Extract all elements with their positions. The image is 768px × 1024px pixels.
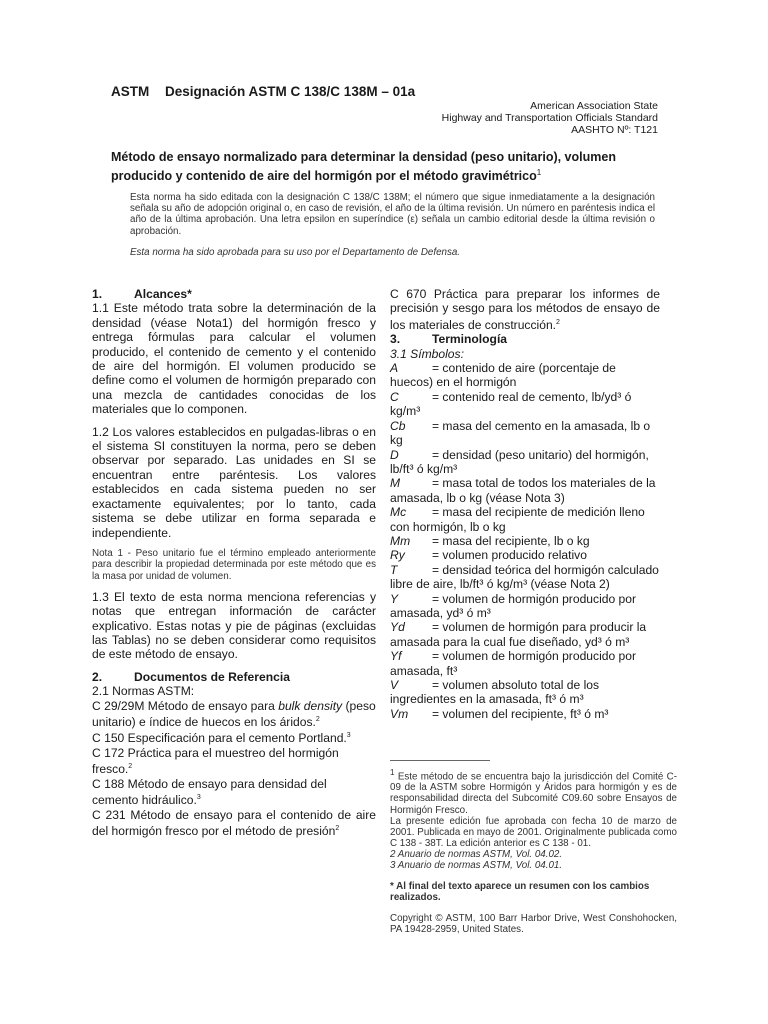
symbol-row	[390, 707, 660, 721]
copyright: Copyright © ASTM, 100 Barr Harbor Drive, West Conshohocken, PA 19428-2959, United States.	[390, 913, 677, 936]
title-text: Método de ensayo normalizado para determinar la densidad (peso unitario), volumen producido y contenido de aire del hormigón por el método gravimétrico	[111, 150, 616, 184]
symbol-key: M	[390, 476, 401, 491]
defense-approval: Esta norma ha sido aprobada para su uso por el Departamento de Defensa.	[130, 247, 461, 258]
symbol-definition: = contenido real de cemento, lb/yd³ ó kg/m³	[390, 389, 632, 419]
footnote-rule	[390, 760, 490, 761]
symbol-row	[390, 419, 660, 448]
symbol-key: Ry	[390, 548, 405, 563]
section-2-heading	[92, 670, 376, 684]
changes-note: * Al final del texto aparece un resumen con los cambios realizados.	[390, 881, 650, 904]
section-number: 2.	[92, 669, 103, 684]
symbol-row	[390, 620, 660, 649]
section-number: 1.	[92, 287, 103, 301]
symbol-row	[390, 678, 660, 707]
symbol-row	[390, 505, 660, 534]
symbol-definition: = volumen del recipiente, ft³ ó m³	[432, 706, 609, 721]
symbol-row	[390, 548, 660, 562]
symbol-key: V	[390, 678, 399, 692]
symbol-definition: = contenido de aire (porcentaje de huecos) en el hormigón	[390, 361, 616, 390]
astm-brand: ASTM	[111, 84, 150, 99]
section-title: Documentos de Referencia	[134, 669, 290, 684]
symbol-key: Y	[390, 591, 399, 606]
symbol-row	[390, 563, 660, 592]
symbol-key: D	[390, 447, 399, 462]
title-footnote-ref: 1	[536, 168, 542, 177]
paragraph-1-3: 1.3 El texto de esta norma menciona referencias y notas que entregan información de carácter explicativo. Estas notas y pie de páginas (excluidas las Tablas) no se deben considerar como requisitos de este método de ensayo.	[92, 589, 376, 662]
designation: Designación ASTM C 138/C 138M – 01a	[165, 84, 416, 99]
symbol-definition: = masa del cemento en la amasada, lb o kg	[390, 418, 651, 448]
section-title: Alcances*	[134, 287, 192, 301]
section-number: 3.	[390, 332, 401, 347]
symbol-key: Yf	[390, 649, 402, 664]
paragraph-1-2: 1.2 Los valores establecidos en pulgadas-libras o en el sistema SI constituyen la norma, pero se deben observar por separado. Las unidades en SI se encuentran entre paréntesis. Los valores establecidos en cada sistema pueden no ser exactamente equivalentes; por lo tanto, cada sistema se debe utilizar en forma separada e independiente.	[92, 424, 376, 540]
reference-c188: C 188 Método de ensayo para densidad del cemento hidráulico.$^3$	[92, 776, 327, 808]
section-3-heading	[390, 332, 660, 346]
paragraph-3-1: 3.1 Símbolos:	[390, 346, 464, 361]
footnotes	[390, 767, 677, 935]
section-1-heading	[92, 287, 376, 301]
symbol-definition: = volumen de hormigón para producir la amasada para la cual fue diseñado, yd³ ó m³	[390, 620, 647, 649]
paragraph-2-1: 2.1 Normas ASTM:	[92, 684, 195, 699]
org-line: American Association State	[530, 100, 658, 112]
footnote-1-edition: La presente edición fue aprobada con fecha 10 de marzo de 2001. Publicada en mayo de 2001. Originalmente publicada como C 138 - 38T. La edición anterior es C 138 - 01.	[390, 815, 677, 849]
symbol-definition: = densidad teórica del hormigón calculado libre de aire, lb/ft³ ó kg/m³ (véase Nota 2)	[390, 562, 659, 592]
symbol-row	[390, 390, 660, 419]
symbol-row	[390, 361, 660, 390]
symbol-definition: = volumen producido relativo	[432, 548, 587, 563]
symbol-key: Mm	[390, 533, 411, 548]
symbol-key: Vm	[390, 706, 409, 721]
symbol-definition: = masa del recipiente, lb o kg	[432, 533, 590, 548]
symbol-list	[390, 361, 660, 721]
symbol-key: T	[390, 562, 398, 577]
reference-c172: C 172 Práctica para el muestreo del hormigón fresco.$^2$	[92, 745, 339, 777]
right-column	[390, 287, 660, 721]
symbol-row	[390, 592, 660, 621]
symbol-key: C	[390, 389, 399, 404]
reference-c670: C 670 Práctica para preparar los informes de precisión y sesgo para los métodos de ensayo de los materiales de construcción.$^2$	[390, 287, 660, 332]
footnote-2: 2 Anuario de normas ASTM, Vol. 04.02.	[390, 848, 563, 860]
symbol-row	[390, 476, 660, 505]
symbol-row	[390, 534, 660, 548]
reference-c29: C 29/29M Método de ensayo para bulk density (peso unitario) e índice de huecos en los áridos.$^2$	[92, 698, 376, 730]
symbol-definition: = volumen de hormigón producido por amasada, ft³	[390, 649, 637, 678]
symbol-key: Mc	[390, 505, 407, 520]
document-header	[111, 84, 427, 99]
section-title: Terminología	[432, 332, 508, 347]
symbol-row	[390, 649, 660, 678]
symbol-key: A	[390, 361, 399, 376]
org-line: AASHTO Nº: T121	[571, 124, 658, 136]
symbol-definition: = volumen de hormigón producido por amasada, yd³ ó m³	[390, 591, 637, 620]
paragraph-1-1: 1.1 Este método trata sobre la determinación de la densidad (véase Nota1) del hormigón fresco y entrega fórmulas para calcular el volumen producido, el contenido de cemento y el contenido de aire del hormigón. El volumen producido se define como el volumen de hormigón preparado con una mezcla de cantidades conocidas de los materiales que lo componen.	[92, 301, 376, 417]
symbol-definition: = densidad (peso unitario) del hormigón, lb/ft³ ó kg/m³	[390, 447, 649, 476]
footnote-3: 3 Anuario de normas ASTM, Vol. 04.01.	[390, 860, 563, 872]
reference-c150: C 150 Especificación para el cemento Portland.$^3$	[92, 731, 351, 746]
symbol-key: Cb	[390, 418, 406, 433]
symbol-row	[390, 448, 660, 477]
note-1: Nota 1 - Peso unitario fue el término empleado anteriormente para describir la propiedad determinada por este método que es la masa por unidad de volumen.	[92, 547, 376, 582]
symbol-key: Yd	[390, 620, 405, 635]
aashto-block	[442, 100, 658, 136]
symbol-definition: = masa del recipiente de medición lleno con hormigón, lb o kg	[390, 505, 645, 534]
edition-note: Esta norma ha sido editada con la designación C 138/C 138M; el número que sigue inmediatamente a la designación señala su año de adopción original o, en caso de revisión, el año de la última revisión. Un número en paréntesis indica el año de la última aprobación. Una letra epsilon en superíndice (ε) señala un cambio editorial desde la última revisión o aprobación.	[130, 192, 655, 237]
footnote-1: $^1$ Este método de se encuentra bajo la jurisdicción del Comité C-09 de la ASTM sobre Hormigón y Áridos para hormigón y es de responsabilidad directa del Subcomité C09.60 sobre Ensayos de Hormigón Fresco.	[390, 768, 677, 816]
document-title	[111, 150, 671, 184]
symbol-definition: = masa total de todos los materiales de la amasada, lb o kg (véase Nota 3)	[390, 476, 656, 505]
reference-c231: C 231 Método de ensayo para el contenido de aire del hormigón fresco por el método de presión$^2$	[92, 807, 376, 839]
symbol-definition: = volumen absoluto total de los ingredientes en la amasada, ft³ ó m³	[390, 678, 600, 707]
org-line: Highway and Transportation Officials Standard	[441, 112, 658, 124]
left-column	[92, 287, 376, 838]
